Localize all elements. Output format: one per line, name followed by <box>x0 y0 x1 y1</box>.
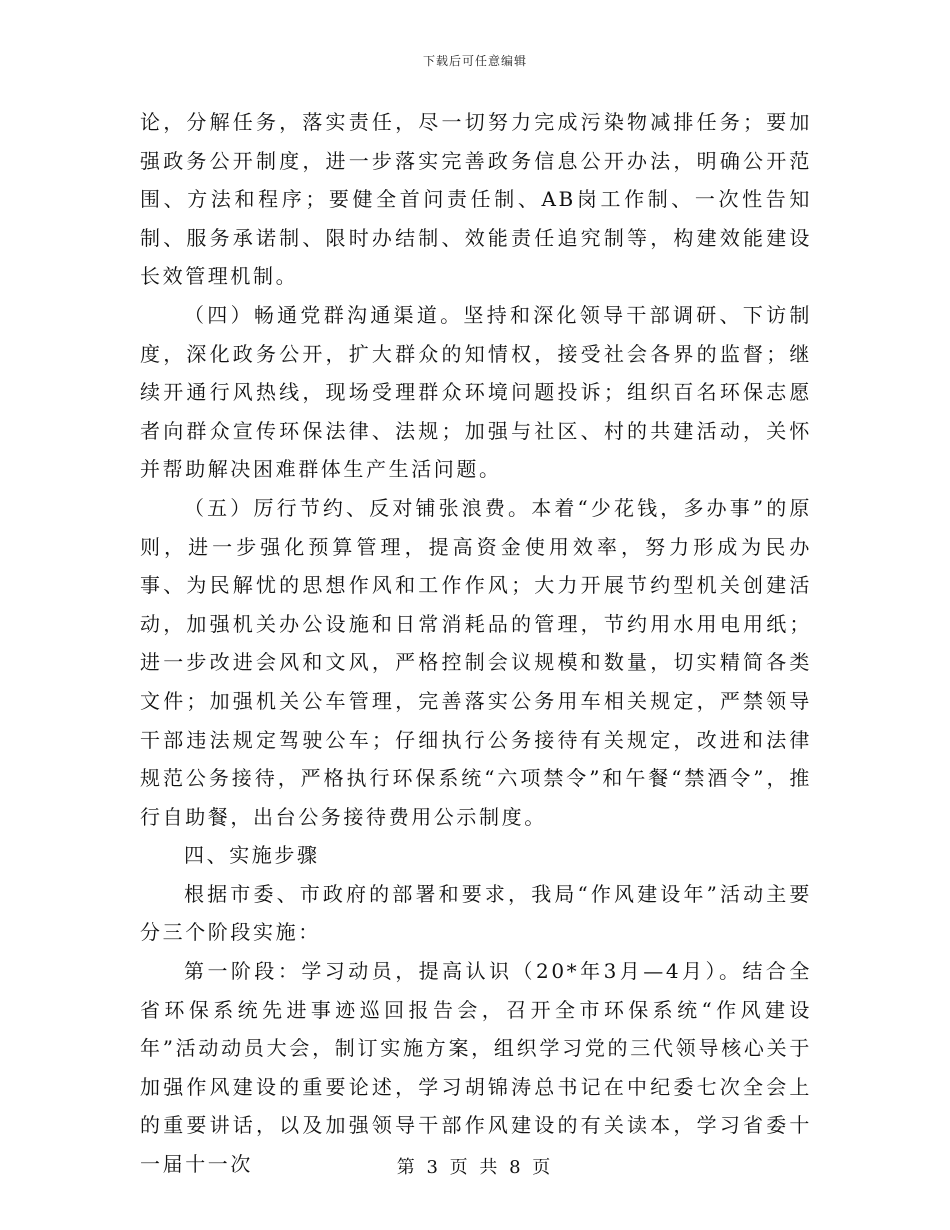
page-header-note: 下载后可任意编辑 <box>422 54 527 68</box>
page-number-footer: 第 3 页 共 8 页 <box>396 1157 554 1178</box>
heading-implementation-steps: 四、实施步骤 <box>184 843 320 868</box>
paragraph-phase-one: 第一阶段：学习动员，提高认识（20*年3月—4月）。结合全省环保系统先进事迹巡回报告会，召开全市环保系统“作风建设年”活动动员大会，制订实施方案，组织学习党的三代领导核心关于加强作风建设的重要论述，学习胡锦涛总书记在中纪委七次全会上的重要讲话，以及加强领导干部作风建设的有关读本，学习省委十一届十一次 <box>140 959 812 1177</box>
paragraph-section-five: （五）厉行节约、反对铺张浪费。本着“少花钱，多办事”的原则，进一步强化预算管理，提高资金使用效率，努力形成为民办事、为民解忧的思想作风和工作作风；大力开展节约型机关创建活动，加强机关办公设施和日常消耗品的管理，节约用水用电用纸；进一步改进会风和文风，严格控制会议规模和数量，切实精简各类文件；加强机关公车管理，完善落实公务用车相关规定，严禁领导干部违法规定驾驶公车；仔细执行公务接待有关规定，改进和法律规范公务接待，严格执行环保系统“六项禁令”和午餐“禁酒令”，推行自助餐，出台公务接待费用公示制度。 <box>140 495 812 829</box>
document-body <box>140 103 812 1184</box>
paragraph-section-four: （四）畅通党群沟通渠道。坚持和深化领导干部调研、下访制度，深化政务公开，扩大群众的知情权，接受社会各界的监督；继续开通行风热线，现场受理群众环境问题投诉；组织百名环保志愿者向群众宣传环保法律、法规；加强与社区、村的共建活动，关怀并帮助解决困难群体生产生活问题。 <box>140 302 812 482</box>
paragraph-continuation: 论，分解任务，落实责任，尽一切努力完成污染物减排任务；要加强政务公开制度，进一步落实完善政务信息公开办法，明确公开范围、方法和程序；要健全首问责任制、AB岗工作制、一次性告知制、服务承诺制、限时办结制、效能责任追究制等，构建效能建设长效管理机制。 <box>140 110 812 289</box>
paragraph-implementation-intro: 根据市委、市政府的部署和要求，我局“作风建设年”活动主要分三个阶段实施： <box>140 881 812 945</box>
